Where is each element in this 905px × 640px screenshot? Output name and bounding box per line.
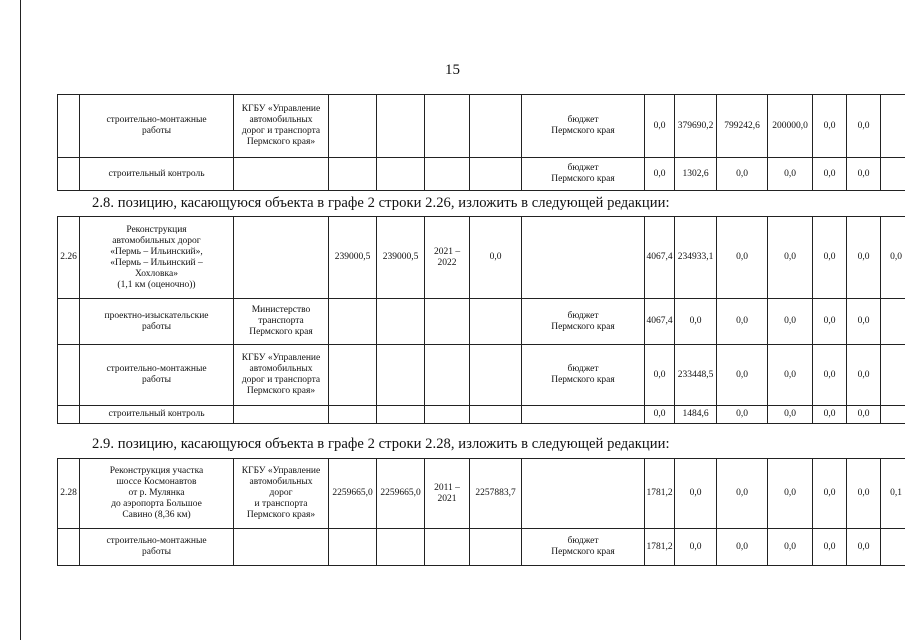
year-value-5: 0,0: [813, 95, 847, 158]
funding-source: [522, 217, 645, 299]
year-value-3: 0,0: [717, 529, 768, 566]
year-value-7: [881, 158, 905, 191]
funds-spent: [470, 158, 522, 191]
funding-source: бюджет Пермского края: [522, 158, 645, 191]
executor: [234, 406, 329, 424]
year-value-5: 0,0: [813, 158, 847, 191]
table-row: [58, 95, 905, 158]
year-value-7: [881, 529, 905, 566]
year-value-5: 0,0: [813, 406, 847, 424]
cost-limit: 2259665,0: [377, 459, 425, 529]
object-name: строительно-монтажные работы: [80, 95, 234, 158]
year-value-1: 1781,2: [645, 529, 675, 566]
row-number: [58, 345, 80, 406]
year-value-1: 4067,4: [645, 299, 675, 345]
row-number: [58, 95, 80, 158]
year-value-4: 0,0: [768, 217, 813, 299]
cost-total: [329, 529, 377, 566]
object-name: строительно-монтажные работы: [80, 529, 234, 566]
cost-total: [329, 299, 377, 345]
object-name: Реконструкция участка шоссе Космонавтов от р. Мулянка до аэропорта Большое Савино (8,36 км): [80, 459, 234, 529]
page-number: 15: [445, 62, 460, 78]
year-value-1: 0,0: [645, 95, 675, 158]
year-value-4: 200000,0: [768, 95, 813, 158]
row-number: [58, 529, 80, 566]
row-number: [58, 158, 80, 191]
executor: [234, 217, 329, 299]
year-value-3: 0,0: [717, 299, 768, 345]
year-value-3: 799242,6: [717, 95, 768, 158]
period: 2011 – 2021: [425, 459, 470, 529]
year-value-4: 0,0: [768, 529, 813, 566]
cost-total: 2259665,0: [329, 459, 377, 529]
cost-limit: [377, 345, 425, 406]
year-value-7: [881, 299, 905, 345]
year-value-7: 0,1: [881, 459, 905, 529]
cost-total: [329, 95, 377, 158]
object-name: проектно-изыскательские работы: [80, 299, 234, 345]
funds-spent: 0,0: [470, 217, 522, 299]
funding-source: бюджет Пермского края: [522, 345, 645, 406]
year-value-4: 0,0: [768, 299, 813, 345]
funding-source: бюджет Пермского края: [522, 529, 645, 566]
funding-source: [522, 406, 645, 424]
cost-limit: [377, 95, 425, 158]
year-value-7: [881, 95, 905, 158]
object-name: строительный контроль: [80, 406, 234, 424]
year-value-2: 0,0: [675, 529, 717, 566]
year-value-2: 1484,6: [675, 406, 717, 424]
year-value-2: 0,0: [675, 459, 717, 529]
cost-limit: [377, 406, 425, 424]
year-value-4: 0,0: [768, 406, 813, 424]
cost-total: [329, 406, 377, 424]
year-value-6: 0,0: [847, 217, 881, 299]
year-value-5: 0,0: [813, 217, 847, 299]
year-value-6: 0,0: [847, 345, 881, 406]
year-value-6: 0,0: [847, 95, 881, 158]
table-row-2-26: [57, 216, 905, 424]
page-left-border: [20, 0, 21, 640]
cost-total: 239000,5: [329, 217, 377, 299]
year-value-2: 0,0: [675, 299, 717, 345]
table-row: [58, 406, 905, 424]
table-row-2-28: [57, 458, 905, 566]
year-value-1: 4067,4: [645, 217, 675, 299]
year-value-6: 0,0: [847, 158, 881, 191]
year-value-3: 0,0: [717, 459, 768, 529]
year-value-1: 1781,2: [645, 459, 675, 529]
year-value-5: 0,0: [813, 529, 847, 566]
funds-spent: [470, 345, 522, 406]
object-name: строительный контроль: [80, 158, 234, 191]
row-number: 2.26: [58, 217, 80, 299]
year-value-3: 0,0: [717, 345, 768, 406]
cost-limit: [377, 299, 425, 345]
paragraph-2-9: 2.9. позицию, касающуюся объекта в графе 2 строки 2.28, изложить в следующей редакции:: [92, 436, 670, 452]
table-row: [58, 459, 905, 529]
period: [425, 95, 470, 158]
year-value-3: 0,0: [717, 406, 768, 424]
year-value-4: 0,0: [768, 459, 813, 529]
row-number: 2.28: [58, 459, 80, 529]
table-upper: [57, 94, 905, 191]
year-value-6: 0,0: [847, 459, 881, 529]
funds-spent: [470, 95, 522, 158]
year-value-1: 0,0: [645, 406, 675, 424]
paragraph-2-8: 2.8. позицию, касающуюся объекта в графе 2 строки 2.26, изложить в следующей редакции:: [92, 195, 670, 211]
table-row: [58, 158, 905, 191]
period: 2021 – 2022: [425, 217, 470, 299]
year-value-3: 0,0: [717, 217, 768, 299]
executor: Министерство транспорта Пермского края: [234, 299, 329, 345]
year-value-5: 0,0: [813, 345, 847, 406]
funds-spent: [470, 406, 522, 424]
executor: КГБУ «Управление автомобильных дорог и транспорта Пермского края»: [234, 95, 329, 158]
year-value-2: 1302,6: [675, 158, 717, 191]
row-number: [58, 406, 80, 424]
year-value-5: 0,0: [813, 299, 847, 345]
period: [425, 299, 470, 345]
table-row: [58, 299, 905, 345]
period: [425, 529, 470, 566]
year-value-2: 233448,5: [675, 345, 717, 406]
funds-spent: [470, 299, 522, 345]
table-row: [58, 345, 905, 406]
year-value-7: 0,0: [881, 217, 905, 299]
cost-limit: [377, 158, 425, 191]
year-value-7: [881, 406, 905, 424]
executor: КГБУ «Управление автомобильных дорог и транспорта Пермского края»: [234, 345, 329, 406]
year-value-1: 0,0: [645, 158, 675, 191]
year-value-6: 0,0: [847, 299, 881, 345]
year-value-6: 0,0: [847, 406, 881, 424]
year-value-1: 0,0: [645, 345, 675, 406]
table-row: [58, 217, 905, 299]
year-value-3: 0,0: [717, 158, 768, 191]
object-name: строительно-монтажные работы: [80, 345, 234, 406]
row-number: [58, 299, 80, 345]
period: [425, 345, 470, 406]
period: [425, 158, 470, 191]
executor: [234, 529, 329, 566]
year-value-2: 234933,1: [675, 217, 717, 299]
year-value-4: 0,0: [768, 345, 813, 406]
year-value-5: 0,0: [813, 459, 847, 529]
executor: [234, 158, 329, 191]
cost-total: [329, 345, 377, 406]
cost-limit: 239000,5: [377, 217, 425, 299]
funding-source: бюджет Пермского края: [522, 299, 645, 345]
cost-total: [329, 158, 377, 191]
object-name: Реконструкция автомобильных дорог «Пермь – Ильинский», «Пермь – Ильинский – Хохловка» (1,1 км (оценочно)): [80, 217, 234, 299]
year-value-4: 0,0: [768, 158, 813, 191]
funds-spent: [470, 529, 522, 566]
table-row: [58, 529, 905, 566]
period: [425, 406, 470, 424]
year-value-7: [881, 345, 905, 406]
cost-limit: [377, 529, 425, 566]
funding-source: [522, 459, 645, 529]
year-value-6: 0,0: [847, 529, 881, 566]
executor: КГБУ «Управление автомобильных дорог и транспорта Пермского края»: [234, 459, 329, 529]
year-value-2: 379690,2: [675, 95, 717, 158]
funds-spent: 2257883,7: [470, 459, 522, 529]
funding-source: бюджет Пермского края: [522, 95, 645, 158]
